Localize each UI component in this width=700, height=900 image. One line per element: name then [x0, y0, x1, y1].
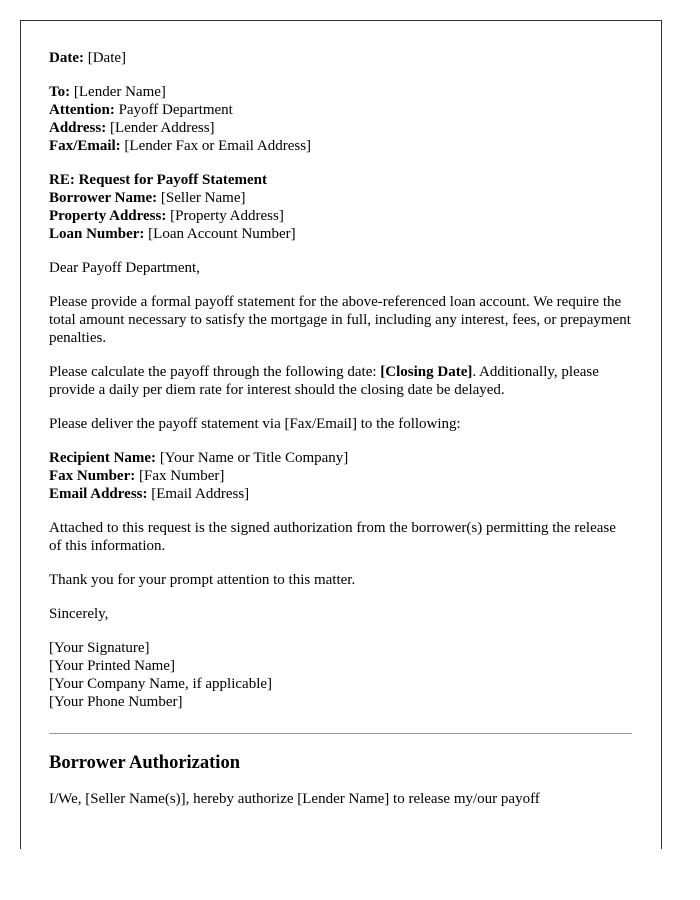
- paragraph-request: Please provide a formal payoff statement for the above-referenced loan account. We require the total amount necessary to satisfy the mortgage in full, including any interest, fees, or prepayment penalties.: [49, 294, 631, 346]
- paragraph-thanks: Thank you for your prompt attention to this matter.: [49, 572, 356, 588]
- signature-block: [Your Signature] [Your Printed Name] [Your Company Name, if applicable] [Your Phone Number]: [49, 640, 273, 710]
- authorization-heading: Borrower Authorization: [49, 753, 240, 773]
- recipient-block: To: [Lender Name] Attention: Payoff Department Address: [Lender Address] Fax/Email: [Lender Fax or Email Address]: [49, 84, 312, 154]
- salutation: Dear Payoff Department,: [49, 260, 200, 276]
- section-divider: [49, 733, 632, 734]
- authorization-text: I/We, [Seller Name(s)], hereby authorize [Lender Name] to release my/our payoff: [49, 791, 540, 807]
- paragraph-attachment: Attached to this request is the signed authorization from the borrower(s) permitting the release of this information.: [49, 520, 616, 554]
- subject-block: RE: Request for Payoff Statement Borrower Name: [Seller Name] Property Address: [Property Address] Loan Number: [Loan Account Number]: [49, 172, 296, 242]
- date-line: Date: [Date]: [49, 50, 127, 66]
- letter-document: [20, 20, 662, 849]
- delivery-block: Recipient Name: [Your Name or Title Company] Fax Number: [Fax Number] Email Address: [Email Address]: [49, 450, 349, 502]
- paragraph-delivery: Please deliver the payoff statement via [Fax/Email] to the following:: [49, 416, 461, 432]
- paragraph-date: Please calculate the payoff through the following date: [Closing Date]. Additionally, please provide a daily per diem rate for interest should the closing date be delayed.: [49, 364, 599, 398]
- closing: Sincerely,: [49, 606, 109, 622]
